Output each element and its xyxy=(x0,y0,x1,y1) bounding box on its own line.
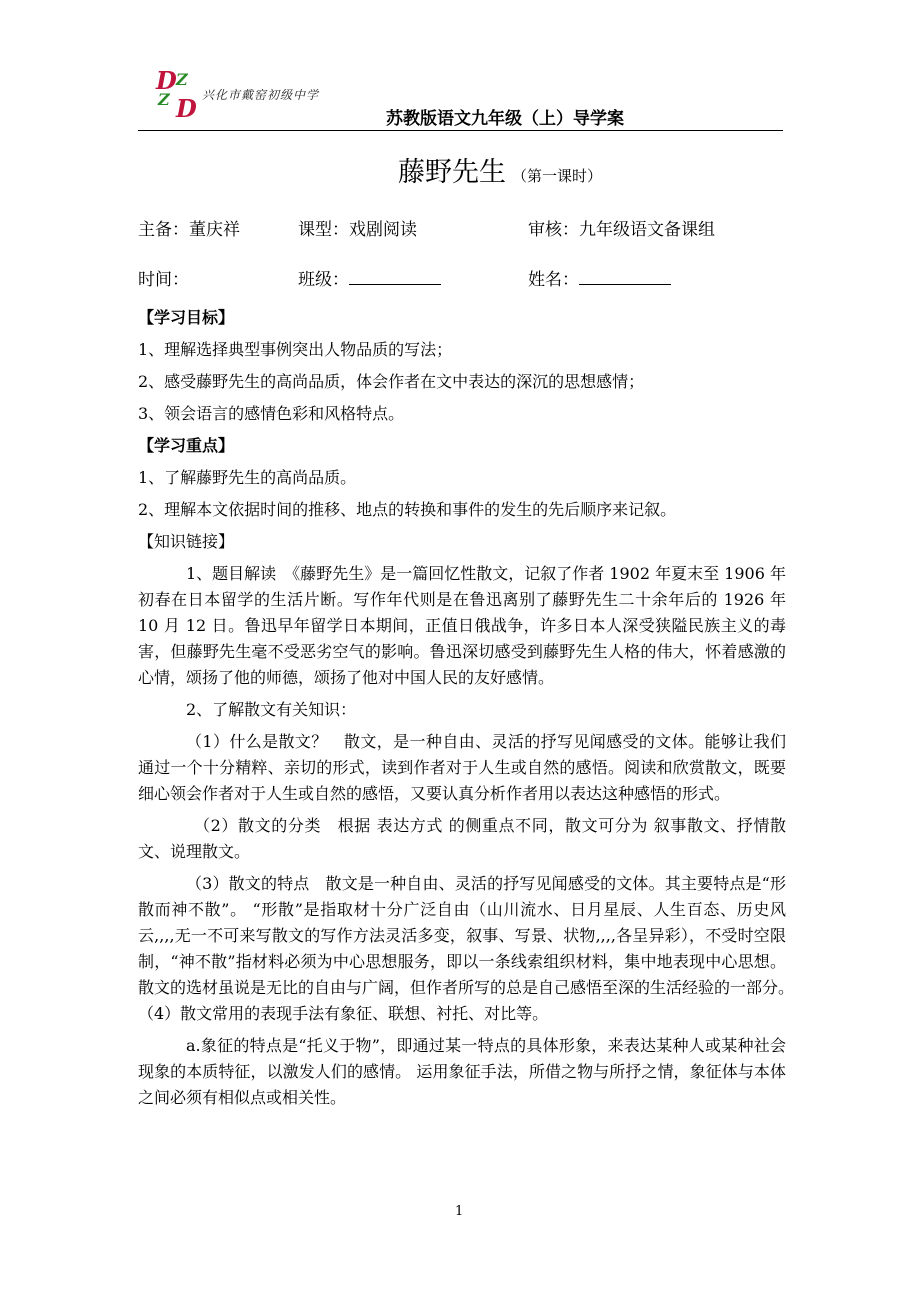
goal-item: 1、理解选择典型事例突出人物品质的写法； xyxy=(138,340,453,359)
header-title: 苏教版语文九年级（上）导学案 xyxy=(386,109,624,129)
focus-item: 2、理解本文依据时间的推移、地点的转换和事件的发生的先后顺序来记叙。 xyxy=(138,500,677,519)
section-heading-knowledge: 【知识链接】 xyxy=(138,532,235,551)
body-content xyxy=(138,305,819,1117)
goal-item: 2、感受藤野先生的高尚品质，体会作者在文中表达的深沉的思想感情； xyxy=(138,372,645,391)
header-divider xyxy=(138,130,783,131)
knowledge-paragraph: 2、了解散文有关知识： xyxy=(186,700,357,719)
logo-letter: Z xyxy=(176,70,188,89)
page-number: 1 xyxy=(455,1204,464,1219)
logo-letter: Z xyxy=(158,90,170,109)
section-heading-focus: 【学习重点】 xyxy=(138,436,235,455)
section-heading-goals: 【学习目标】 xyxy=(138,308,235,327)
title-text: 藤野先生 xyxy=(398,157,506,188)
meta-class-label: 班级： xyxy=(298,270,349,290)
meta-lesson-type: 课型：戏剧阅读 xyxy=(298,220,417,240)
school-logo xyxy=(152,66,337,126)
meta-reviewer: 审核：九年级语文备课组 xyxy=(528,220,715,240)
goal-item: 3、领会语言的感情色彩和风格特点。 xyxy=(138,404,405,423)
document-title xyxy=(398,150,602,189)
knowledge-paragraph: （1）什么是散文？ 散文，是一种自由、灵活的抒写见闻感受的文体。能够让我们通过一个十分精粹、亲切的形式，读到作者对于人生或自然的感悟。阅读和欣赏散文，既要细心领会作者对于人生或自然的感悟，又要认真分析作者用以表达这种感悟的形式。 xyxy=(138,732,786,803)
knowledge-paragraph: a.象征的特点是“托义于物”，即通过某一特点的具体形象，来表达某种人或某种社会现象的本质特征，以激发人们的感情。 运用象征手法，所借之物与所抒之情，象征体与本体之间必须有相似点或相关性。 xyxy=(138,1036,786,1107)
knowledge-paragraph: 1、题目解读 《藤野先生》是一篇回忆性散文，记叙了作者 1902 年夏末至 1906 年初春在日本留学的生活片断。写作年代则是在鲁迅离别了藤野先生二十余年后的 1926 年 10 月 12 日。鲁迅早年留学日本期间，正值日俄战争，许多日本人深受狭隘民族主义的毒害，但藤野先生毫不受恶劣空气的影响。鲁迅深切感受到藤野先生人格的伟大，怀着感激的心情，颂扬了他的师德，颂扬了他对中国人民的友好感情。 xyxy=(138,564,786,687)
name-blank[interactable] xyxy=(579,270,671,285)
logo-letter: D xyxy=(176,94,197,123)
meta-preparer: 主备：董庆祥 xyxy=(138,220,240,240)
meta-name xyxy=(528,265,671,290)
logo-school-name: 兴化市戴窑初级中学 xyxy=(202,88,320,102)
knowledge-paragraph: （2）散文的分类 根据 表达方式 的侧重点不同，散文可分为 叙事散文、抒情散文、说理散文。 xyxy=(138,816,786,861)
meta-class xyxy=(298,265,441,290)
knowledge-paragraph: （3）散文的特点 散文是一种自由、灵活的抒写见闻感受的文体。其主要特点是“形散而神不散”。 “形散”是指取材十分广泛自由（山川流水、日月星辰、人生百态、历史风云,,,,无一不可来写散文的写作方法灵活多变，叙事、写景、状物,,,,各呈异彩），不受时空限制，“神不散”指材料必须为中心思想服务，即以一条线索组织材料，集中地表现中心思想。散文的选材虽说是无比的自由与广阔，但作者所写的总是自己感悟至深的生活经验的一部分。 （4）散文常用的表现手法有象征、联想、衬托、对比等。 xyxy=(138,874,819,1023)
meta-name-label: 姓名： xyxy=(528,270,579,290)
logo-letter: D xyxy=(156,66,177,95)
class-blank[interactable] xyxy=(349,270,441,285)
meta-time: 时间： xyxy=(138,270,189,290)
focus-item: 1、了解藤野先生的高尚品质。 xyxy=(138,468,357,487)
title-subtitle: （第一课时） xyxy=(512,167,603,185)
